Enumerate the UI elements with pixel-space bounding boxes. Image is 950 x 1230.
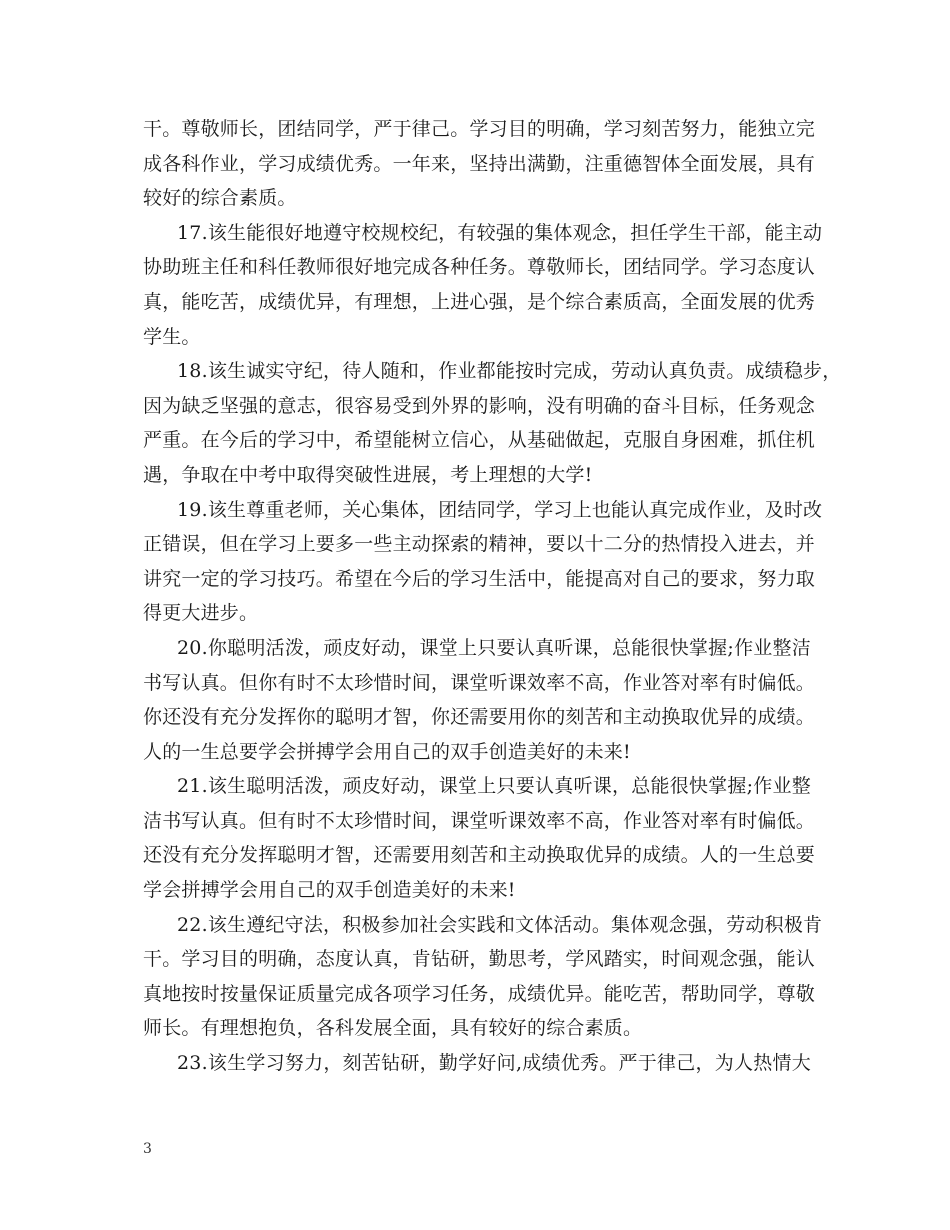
paragraph-20 [143,631,816,769]
paragraph-21 [143,769,816,907]
text-line: 22.该生遵纪守法，积极参加社会实践和文体活动。集体观念强，劳动积极肯 [177,913,823,936]
text-line: 干。尊敬师长，团结同学，严于律己。学习目的明确，学习刻苦努力，能独立完 [143,118,816,140]
text-line: 干。学习目的明确，态度认真，肯钻研，勤思考，学风踏实，时间观念强，能认 [143,948,816,971]
paragraph-23 [143,1046,811,1081]
text-line: 得更大进步。 [143,602,259,625]
text-line: 18.该生诚实守纪，待人随和，作业都能按时完成，劳动认真负责。成绩稳步， [177,360,842,383]
text-line: 还没有充分发挥聪明才智，还需要用刻苦和主动换取优异的成绩。人的一生总要 [143,844,816,867]
text-line: 遇，争取在中考中取得突破性进展，考上理想的大学! [143,463,593,486]
text-line: 因为缺乏坚强的意志，很容易受到外界的影响，没有明确的奋斗目标，任务观念 [143,394,816,417]
text-line: 19.该生尊重老师，关心集体，团结同学，学习上也能认真完成作业，及时改 [177,498,823,521]
paragraph-19 [143,493,823,631]
text-line: 真地按时按量保证质量完成各项学习任务，成绩优异。能吃苦，帮助同学，尊敬 [143,982,816,1005]
text-line: 较好的综合素质。 [143,187,297,210]
text-line: 学会拼搏学会用自己的双手创造美好的未来! [143,879,516,902]
text-line: 你还没有充分发挥你的聪明才智，你还需要用你的刻苦和主动换取优异的成绩。 [143,706,816,729]
text-line: 讲究一定的学习技巧。希望在今后的学习生活中，能提高对自己的要求，努力取 [143,567,816,590]
paragraph-18 [143,354,842,492]
paragraph-22 [143,908,823,1046]
text-line: 人的一生总要学会拼搏学会用自己的双手创造美好的未来! [143,740,631,763]
text-line: 严重。在今后的学习中，希望能树立信心，从基础做起，克服自身困难，抓住机 [143,429,816,452]
text-line: 洁书写认真。但有时不太珍惜时间，课堂听课效率不高，作业答对率有时偏低。 [143,809,816,832]
text-line: 书写认真。但你有时不太珍惜时间，课堂听课效率不高，作业答对率有时偏低。 [143,671,816,694]
text-line: 23.该生学习努力，刻苦钻研，勤学好问,成绩优秀。严于律己，为人热情大 [177,1052,811,1075]
text-line: 20.你聪明活泼，顽皮好动，课堂上只要认真听课，总能很快掌握;作业整洁 [177,636,811,659]
paragraph-17 [143,216,823,354]
paragraph-continuation [143,112,816,216]
page-number: 3 [143,1141,152,1157]
text-line: 师长。有理想抱负，各科发展全面，具有较好的综合素质。 [143,1017,643,1040]
body-text [143,112,842,1081]
text-line: 真，能吃苦，成绩优异，有理想，上进心强，是个综合素质高，全面发展的优秀 [143,290,816,313]
text-line: 协助班主任和科任教师很好地完成各种任务。尊敬师长，团结同学。学习态度认 [143,256,816,279]
text-line: 17.该生能很好地遵守校规校纪，有较强的集体观念，担任学生干部，能主动 [177,221,823,244]
text-line: 成各科作业，学习成绩优秀。一年来，坚持出满勤，注重德智体全面发展，具有 [143,152,816,175]
text-line: 正错误，但在学习上要多一些主动探索的精神，要以十二分的热情投入进去，并 [143,533,816,556]
text-line: 学生。 [143,325,201,348]
text-line: 21.该生聪明活泼，顽皮好动，课堂上只要认真听课，总能很快掌握;作业整 [177,775,811,798]
